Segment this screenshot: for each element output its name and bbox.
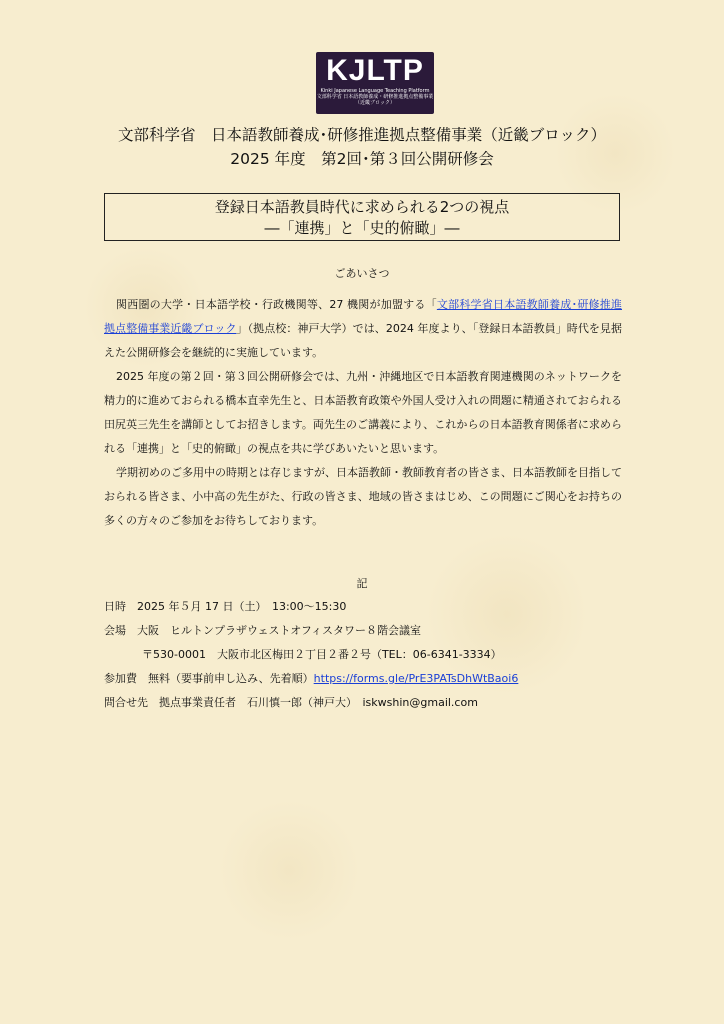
ki-heading: 記 [356,577,368,590]
event-details [104,595,518,715]
logo-subtitle-en: Kinki Japanese Language Teaching Platform [320,88,430,94]
logo-subtitle-block: （近畿ブロック） [355,100,395,106]
greeting-body [104,293,622,533]
theme-box [104,193,620,241]
registration-link[interactable]: https://forms.gle/PrE3PATsDhWtBaoi6 [313,672,519,685]
fee-row [104,667,518,691]
fee-label: 参加費 無料（要事前申し込み、先着順） [104,672,314,685]
theme-line2: ―「連携」と「史的俯瞰」― [264,219,460,237]
paragraph-2: 2025 年度の第２回・第３回公開研修会では、九州・沖縄地区で日本語教育関連機関のネットワークを精力的に進めておられる橋本直幸先生と、日本語教育政策や外国人受け入れの問題に精通されておられる田尻英三先生を講師としてお招きします。両先生のご講義により、これからの日本語教育関係者に求められる「連携」と「史的俯瞰」の視点を共に学びあいたいと思います。 [104,370,622,455]
address: 〒530-0001 大阪市北区梅田２丁目２番２号（TEL：06-6341-3334） [142,648,502,661]
logo-subtitle-jp: 文部科学省 日本語教師養成・研修推進拠点整備事業 [316,94,434,100]
kjltp-logo [316,52,434,114]
venue: 会場 大阪 ヒルトンプラザウェストオフィスタワー８階会議室 [104,624,422,637]
contact: 問合せ先 拠点事業責任者 石川慎一郎（神戸大） iskwshin@gmail.com [104,696,478,709]
project-link[interactable]: 文部科学省日本語教師養成･研修推進拠点整備事業近畿ブロック [104,298,622,335]
paragraph-1 [104,293,622,365]
header-title-line2: 2025 年度 第2回･第３回公開研修会 [230,150,494,168]
greeting-heading: ごあいさつ [334,267,390,280]
header-title-line1: 文部科学省 日本語教師養成･研修推進拠点整備事業（近畿ブロック） [118,126,606,144]
paragraph-3: 学期初めのご多用中の時期とは存じますが、日本語教師・教師教育者の皆さま、日本語教師を目指しておられる皆さま、小中高の先生がた、行政の皆さま、地域の皆さまはじめ、この問題にご関心をお持ちの多くの方々のご参加をお待ちしております。 [104,466,622,527]
datetime: 日時 2025 年５月 17 日（土） 13:00～15:30 [104,600,347,613]
theme-line1: 登録日本語教員時代に求められる2つの視点 [214,198,510,216]
p1-after: 」（拠点校：神戸大学）では、2024 年度より、「登録日本語教員」時代を見据えた公開研修会を継続的に実施しています。 [104,322,622,359]
logo-text: KJLTP [326,54,424,87]
p1-before: 関西圏の大学・日本語学校・行政機関等、27 機関が加盟する「 [116,298,437,311]
